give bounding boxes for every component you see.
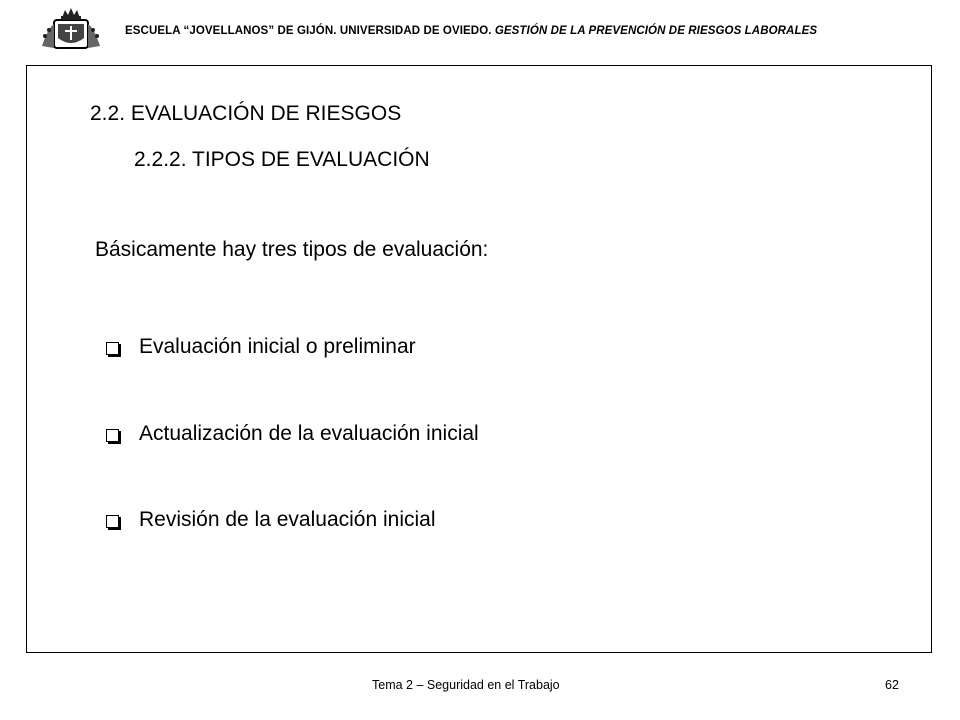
list-item-label: Evaluación inicial o preliminar (139, 335, 416, 358)
footer-topic: Tema 2 – Seguridad en el Trabajo (372, 678, 560, 692)
list-item-label: Revisión de la evaluación inicial (139, 508, 436, 531)
subsection-title: 2.2.2. TIPOS DE EVALUACIÓN (134, 148, 430, 171)
list-item (106, 335, 416, 359)
section-title: 2.2. EVALUACIÓN DE RIESGOS (90, 102, 402, 125)
header-subject: GESTIÓN DE LA PREVENCIÓN DE RIESGOS LABORALES (494, 25, 818, 37)
page-number: 62 (885, 678, 899, 692)
list-item (106, 508, 436, 532)
list-item (106, 422, 479, 446)
checkbox-square-icon (106, 515, 119, 528)
checkbox-square-icon (106, 429, 119, 442)
intro-text: Básicamente hay tres tipos de evaluación: (95, 238, 489, 261)
header-institution: ESCUELA “JOVELLANOS” DE GIJÓN. UNIVERSIDAD DE OVIEDO. (125, 25, 492, 37)
list-item-label: Actualización de la evaluación inicial (139, 422, 479, 445)
header-title (125, 25, 925, 37)
university-crest-icon (40, 6, 102, 50)
checkbox-square-icon (106, 342, 119, 355)
